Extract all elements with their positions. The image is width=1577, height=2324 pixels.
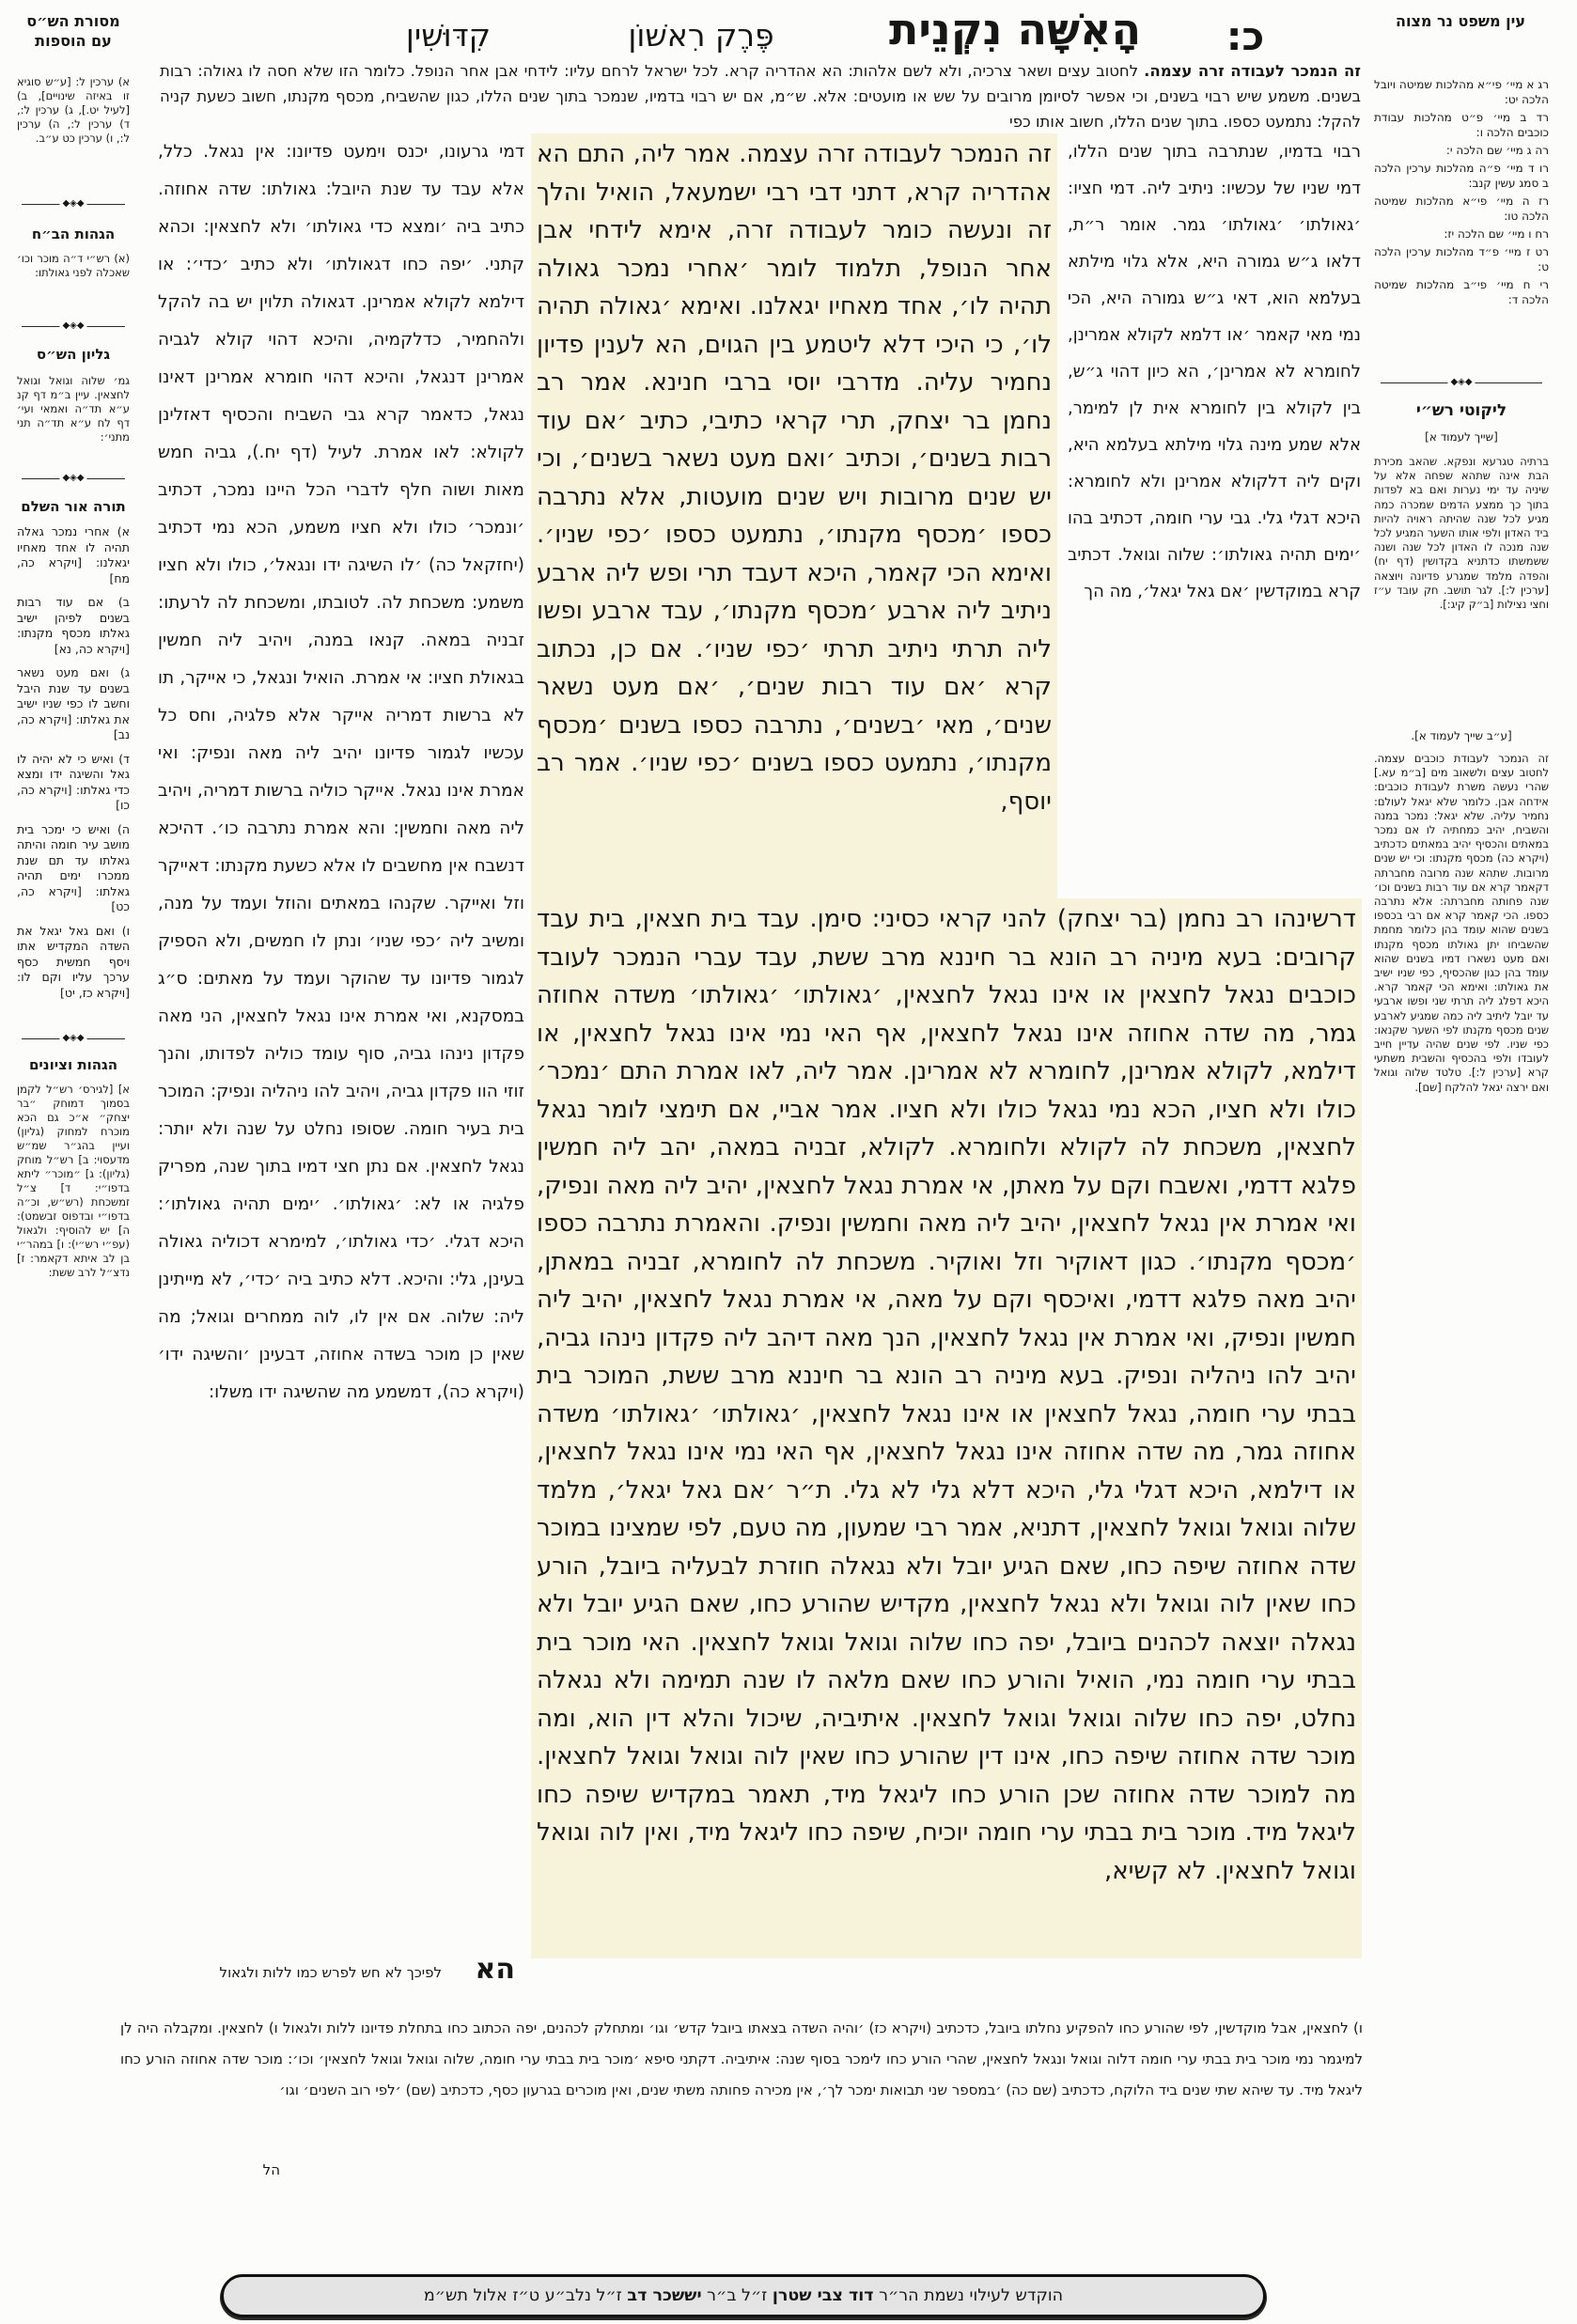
likutei-rashi-title: ליקוטי רש״י	[1415, 402, 1507, 420]
ein-mishpat-entry: רו ד מיי׳ פ״ה מהלכות ערכין הלכה ב סמג עשין קנב:	[1374, 162, 1549, 190]
dedication-name: יששכר דב	[627, 2286, 702, 2305]
daf-number: כ:	[1226, 13, 1265, 59]
torah-or-verse: ה) ואיש כי ימכר בית מושב עיר חומה והיתה גאלתו עד תם שנת ממכרו ימים תהיה גאלתו: [ויקרא כה, כט]	[17, 821, 130, 913]
ein-mishpat-entry: רי ח מיי׳ פי״ב מהלכות שמיטה הלכה ד:	[1374, 278, 1549, 306]
bottom-tail-fragment: לפיכך לא חש לפרש כמו ללות ולגאול	[219, 1964, 442, 1981]
hagahot-bach-body: (א) רש״י ד״ה מוכר וכו׳ שאכלה לפני גאולתו:	[17, 252, 130, 279]
dedication-text: ז״ל ב״ר	[701, 2286, 773, 2305]
bottom-tail-word: הל	[262, 2161, 280, 2178]
torah-or-verse: א) אחרי נמכר גאלה תהיה לו אחד מאחיו יגאלנו: [ויקרא כה, מח]	[17, 524, 130, 585]
ein-mishpat-entry: רד ב מיי׳ פ״ט מהלכות עבודת כוכבים הלכה ו:	[1374, 111, 1549, 139]
rashi-column: דמי גרעונו, יכנס וימעט פדיונו: אין נגאל. כלל, אלא עבד עד שנת היובל: גאולתו: שדה אחוזה. כתיב ביה ׳ומצא כדי גאולתו׳ ולא לחצאין: וכהא קתני. ׳יפה כחו דגאולתו׳ ולא כתיב ׳כדי׳: או דילמא לקולא אמרינן. דגאולה תלוין יש בה להקל ולהחמיר, כדלקמיה, והיכא דהוי קולא לגביה אמרינן דנגאל, והיכא דהוי חומרא אמרינן דאינו נגאל, כדאמר קרא גבי השביח והכסיף דאזלינן לקולא: לאו אמרת. לעיל (דף יח.), גביה חמש מאות ושוה חלף לדברי הכל היינו נמכר, דכתיב ׳ונמכר׳ כולו ולא חציו משמע, הכא נמי דכתיב (יחזקאל כה) ׳לו השיגה ידו ונגאל׳, כולו ולא חציו משמע: משכחת לה. לטובתו, ומשכחת לה לרעתו: זבניה במאה. קנאו במנה, ויהיב ליה חמשין בגאולת חציו: אי אמרת. הואיל ונגאל, כי אייקר, תו לא ברשות דמריה אייקר אלא פלגיה, וחס כל עכשיו לגמור פדיונו יהיב ליה מאה ונפיק: ואי אמרת אינו נגאל. אייקר כוליה ברשות דמריה, ויהיב ליה מאה וחמשין: והא אמרת נתרבה כו׳. דהיכא דנשבח אין מחשבים לו אלא כשעת מקנתו: דאייקר וזל ואייקר. שקנהו במאתים והוזל ועמד על מנה, ומשיב ליה ׳כפי שניו׳ ונתן לו חמשים, ולא הספיק לגמור פדיונו עד שהוקר ועמד על מאתים: ס״ג במסקנא, ואי אמרת אינו נגאל לחצאין, הני מאה פקדון נינהו גביה, סוף עומד כוליה לפדותו, והנך זוזי הוו פקדון גביה, ויהיב להו ניהליה ונפיק: המוכר בית בעיר חומה. שסופו נחלט על שנה ולא יותר: נגאל לחצאין. אם נתן חצי דמיו בתוך שנה, מפריק פלגיה או לא: ׳גאולתו׳. ׳ימים תהיה גאולתו׳: היכא דגלי. ׳כדי גאולתו׳, למימרא דכוליה גאולה בעינן, גלי: והיכא. דלא כתיב ביה ׳כדי׳, לא מייתינן ליה: שלוה. אם אין לו, לוה ממחרים וגואל; מה שאין כן מוכר בשדה אחוזה, דבעינן ׳והשיגה ידו׳ (ויקרא כה), דמשמע מה שהשיגה ידו משלו:	[158, 142, 524, 1402]
ornament-divider	[17, 1032, 130, 1045]
dedication-name: דוד צבי שטרן	[772, 2286, 874, 2305]
chapter-title: הָאִשָּׁה נִקְנֵית	[888, 4, 1142, 55]
ornament-divider	[1374, 376, 1549, 389]
gemara-catchword: הא	[475, 1953, 515, 1986]
fleuron-icon: ◆◈◆	[59, 472, 86, 485]
ornament-divider	[17, 197, 130, 211]
ornament-divider	[17, 320, 130, 333]
gilyon-body: גמ׳ שלוה וגואל וגואל לחצאין. עיין ב״מ דף קנ ע״א תד״ה ואמאי ועי׳ דף לח ע״א תד״ה תני מתני׳:	[17, 374, 130, 444]
ornament-divider	[17, 472, 130, 485]
tziyunim-body: א] [לגירס׳ רש״ל לקמן בסמוך דמוחק ״בר יצחק״ א״כ גם הכא מוכרח למחוק (גליון) ועיין בהג״ר שמ״ש מדעסוי: ב] רש״ל מוחק (גליון): ג] ״מוכר״ ליתא בדפו״י: ד] צ״ל זמשכחת (רש״ש, וכ״ה בדפו״י ובדפוס זבשמט): ה] יש להוסיף: ולגאול (עפ״י רש״י): ו] במהר״י בן לב איתא דקאמר: ז] נדצ״ל לרב ששת:	[17, 1083, 130, 1279]
torah-or-verse: ו) ואם גאל יגאל את השדה המקדיש אתו ויסף חמשית כסף ערכך עליו וקם לו: [ויקרא כז, יט]	[17, 923, 130, 1000]
fleuron-icon: ◆◈◆	[1447, 376, 1475, 389]
ein-mishpat-entry: רז ה מיי׳ פי״א מהלכות שמיטה הלכה טו:	[1374, 195, 1549, 223]
torah-or-verse: ד) ואיש כי לא יהיה לו גאל והשיגה ידו ומצא כדי גאלתו: [ויקרא כה, כו]	[17, 751, 130, 812]
fleuron-icon: ◆◈◆	[59, 197, 86, 211]
bottom-commentary-block: ו) לחצאין, אבל מוקדשין, לפי שהורע כחו להפקיע נחלתו ביובל, כדכתיב (ויקרא כז) ׳והיה השדה בצאתו ביובל קדש׳ וגו׳ ומתחלק לכהנים, יפה הכתוב כחו בתחלת פדיונו ללות ולגאול ו) לחצאין. ומקבלה היה לן למיגמר נמי מוכר בית בבתי ערי חומה דלוה וגואל ונגאל לחצאין, שהרי הורע כחו לימכר בסוף שנה: איתיביה. דקתני סיפא ׳מוכר בית בבתי ערי חומה, שלוה וגואל וגואל לחצאין׳ וכו׳: מוכר שדה אחוזה הורע כחו ליגאל מיד. עד שיהא שתי שנים ביד הלוקח, כדכתיב (שם כה) ׳במספר שני תבואות ימכר לך׳, אין מכירה פחותה משתי שנים, ואין מוכרים בגרעון כסף, כדכתיב (שם) ׳לפי רוב השנים׳ וגו׳	[120, 2020, 1363, 2098]
likutei-rashi-note-a: [שייך לעמוד א]	[1425, 430, 1498, 444]
rashi-top-body: לחטוב עצים ושאר צרכיה, ולא לשם אלהות: הא אהדריה קרא. לכל ישראל לרחם עליו: לידחי אבן אחר הנופל. כלומר הזו שלא חסה לו גאולה: רבות בשנים. משמע שיש רבוי בשנים, וכי אפשר לסיומן מרובים על שש או מועטים: אלא. ש״מ, אם יש רבוי בדמיו, שנמכר בתוך שנים הללו, כגון שהשביח, מכסף מקנתו, חשוב כשעת קניה להקל: נתמעט כספו. בתוך שנים הללו, חשוב אותו כפי	[160, 62, 1361, 131]
dedication-text: הוקדש לעילוי נשמת הר״ר	[873, 2286, 1064, 2305]
perek-title: פֶּרֶק רִאשׁוֹן	[628, 17, 774, 54]
likutei-rashi-note-b: [ע״ב שייך לעמוד א].	[1411, 729, 1512, 742]
likutei-rashi-body-a: ברתיה טגרעא ונפקא. שהאב מכירת הבת אינה שתהא שפחה אלא על שיניה עד ימי נערות ואם בא לפדות בתוך כך ממצע הדמים שמכרה כמה מגיע לכל שנה שהיתה ראויה להיות ביד האדון ולפי אותו השער המגיע לכל שנה מנכה לו האדון לכל שנה ושנה ששמשתו כדתניא בקדושין (דף יח) והפדה מלמד שמגרע פדיונה ויוצאה [ערכין ל:]. לגר תושב. חק עובד ע״ז וחצי נצילות [ב״ק קיג:].	[1374, 455, 1549, 612]
gemara-text-wide: דרשינהו רב נחמן (בר יצחק) להני קראי כסיני: סימן. עבד בית חצאין, בית עבד קרובים: בעא מיניה רב הונא בר חיננא מרב ששת, עבד עברי הנמכר לעובד כוכבים נגאל לחצאין או אינו נגאל לחצאין, ׳גאולתו׳ ׳גאולתו׳ משדה אחוזה גמר, מה שדה אחוזה אינו נגאל לחצאין, אף האי נמי אינו נגאל לחצאין, או דילמא, לקולא אמרינן, לחומרא לא אמרינן. אמר ליה, לאו אמרת התם ׳נמכר׳ כולו ולא חציו, הכא נמי נגאל כולו ולא חציו. אמר אביי, אם תימצי לומר נגאל לחצאין, משכחת לה לקולא ולחומרא. לקולא, זבניה במאה, יהב ליה חמשין פלגא דדמי, ואשבח וקם על מאתן, אי אמרת נגאל לחצאין, יהיב ליה מאה ונפיק, ואי אמרת אין נגאל לחצאין, יהיב ליה מאה וחמשין ונפיק. והאמרת נתרבה כספו ׳מכסף מקנתו׳. כגון דאוקיר וזל ואוקיר. משכחת לה לחומרא, זבניה במאתן, יהיב מאה פלגא דדמי, ואיכסף וקם על מאה, אי אמרת נגאל לחצאין, יהיב ליה חמשין ונפיק, ואי אמרת אין נגאל לחצאין, הנך מאה דיהב ליה פקדון נינהו גביה, יהיב להו ניהליה ונפיק. בעא מיניה רב הונא בר חיננא מרב ששת, המוכר בית בבתי ערי חומה, נגאל לחצאין או אינו נגאל לחצאין, ׳גאולתו׳ ׳גאולתו׳ משדה אחוזה גמר, מה שדה אחוזה אינו נגאל לחצאין, אף האי נמי אינו נגאל לחצאין, או דילמא, היכא דגלי גלי, היכא דלא גלי לא גלי. ת״ר ׳אם גאל יגאל׳, מלמד שלוה וגואל וגואל לחצאין, דתניא, אמר רבי שמעון, מה טעם, לפי שמצינו במוכר שדה אחוזה שיפה כחו, שאם הגיע יובל ולא נגאלה חוזרת לבעליה ביובל, הורע כחו שאין לוה וגואל ולא נגאל לחצאין, מקדיש שהורע כחו, שאם הגיע יובל ולא נגאלה יוצאה לכהנים ביובל, יפה כחו שלוה וגואל וגואל לחצאין. האי מוכר בית בבתי ערי חומה נמי, הואיל והורע כחו שאם מלאה לו שנה תמימה ולא נגאלה נחלט, יפה כחו שלוה וגואל וגואל לחצאין. איתיביה, שיכול והלא דין הוא, ומה מוכר שדה אחוזה שיפה כחו, אינו דין שהורע כחו שאין לוה וגואל וגואל לחצאין. מה למוכר שדה אחוזה שכן הורע כחו ליגאל מיד, תאמר במקדיש שיפה כחו ליגאל מיד. מוכר בית בבתי ערי חומה יוכיח, שיפה כחו ליגאל מיד, ואין לוה וגואל וגואל לחצאין. לא קשיא,	[531, 898, 1362, 1958]
ein-mishpat-entry: רח ו מיי׳ שם הלכה יז:	[1444, 227, 1549, 241]
masoret-notes: א) ערכין ל: [ע״ש סוגיא זו באיזה שינויים], ב) [לעיל יט.], ג) ערכין ל:, ד) ערכין ל:, ה) ערכין ל:, ו) ערכין כט ע״ב.	[17, 75, 130, 145]
ein-mishpat-entry: רג א מיי׳ פי״א מהלכות שמיטה ויובל הלכה יט:	[1374, 78, 1549, 106]
torah-or-verse: ב) אם עוד רבות בשנים לפיהן ישיב גאלתו מכסף מקנתו: [ויקרא כה, נא]	[17, 595, 130, 656]
torah-or-verse: ג) ואם מעט נשאר בשנים עד שנת היבל וחשב לו כפי שניו ישיב את גאלתו: [ויקרא כה, נב]	[17, 665, 130, 741]
fleuron-icon: ◆◈◆	[59, 320, 86, 333]
likutei-rashi-body-b: זה הנמכר לעבודת כוכבים עצמה. לחטוב עצים ולשאוב מים [ב״מ עא.] שהרי נעשה משרת לעבודת כוכבים: אידחה אבן. כלומר שלא יגאל לעולם: נחמיר עליה. שלא יגאל: נמכר במנה והשביח, יהיב כמחתיה לו אם נמכר במאתים והכסיף יהיב במאתים כדכתיב (ויקרא כה) מכסף מקנתו: וכי יש שנים מרובות. שתהא שנה מרובה מחברתה דקאמר קרא אם עוד רבות בשנים וכו׳ שנה פחותה מחברתה: אלא נתרבה כספו. הכי קאמר קרא אם רבי בכספו בשנים שהוא עומד בהן כלומר מחמת שהשביחו יתן גאולתו מכסף מקנתו ואם מעט נשארו דמיו בשנים שהוא עומד בהן כגון שהכסיף, כפי שניו ישיב את גאולתו: ואימא הכי קאמר קרא. היכא דפלג ליה תרתי שני ופשו ארבעי עד יובל ליתיב ליה כמה שמגיע לארבע שנים מכסף מקנתו לפי השער שקנאו: כפי שניו. לפי שנים שהיה עדיין חייב לעובדו ולפי בהכסיף והשבית משתעי קרא [ערכין ל:]. טלטד שלוה וגואל ואם ירצה יגאל להלקח [שם].	[1374, 752, 1549, 1094]
ein-mishpat-title: עין משפט נר מצוה	[1395, 12, 1526, 30]
torah-or-verses	[17, 524, 130, 1022]
masoret-title: מסורת הש״ס עם הוספות	[26, 12, 120, 50]
dedication-bar	[221, 2274, 1266, 2317]
gemara-text-narrow: זה הנמכר לעבודה זרה עצמה. אמר ליה, התם הא אהדריה קרא, דתני דבי רבי ישמעאל, הואיל והלך זה ונעשה כומר לעבודה זרה, אימא לידחי אבן אחר הנופל, תלמוד לומר ׳אחרי נמכר גאולה תהיה לו׳, אחד מאחיו יגאלנו. ואימא ׳גאולה תהיה לו׳, כי היכי דלא ליטמע בין הגוים, הא לענין פדיון נחמיר עליה. מדרבי יוסי ברבי חנינא. אמר רב נחמן בר יצחק, תרי קראי כתיבי, כתיב ׳אם עוד רבות בשנים׳, וכתיב ׳ואם מעט נשאר בשנים׳, וכי יש שנים מרובות ויש שנים מועטות, אלא נתרבה כספו ׳מכסף מקנתו׳, נתמעט כספו ׳כפי שניו׳. ואימא הכי קאמר, היכא דעבד תרי ופש ליה ארבע ניתיב ליה ארבע ׳מכסף מקנתו׳, עבד ארבע ופשו ליה תרתי ניתיב תרתי ׳כפי שניו׳. אם כן, נכתוב קרא ׳אם עוד רבות שנים׳, ׳אם מעט נשאר שנים׳, מאי ׳בשנים׳, נתרבה כספו בשנים ׳מכסף מקנתו׳, נתמעט כספו בשנים ׳כפי שניו׳. אמר רב יוסף,	[531, 133, 1057, 898]
ein-mishpat-entry: רט ז מיי׳ פ״ד מהלכות ערכין הלכה ט:	[1374, 245, 1549, 273]
rashi-top-lead: זה הנמכר לעבודה זרה עצמה.	[1144, 62, 1361, 80]
ein-mishpat-entry: רה ג מיי׳ שם הלכה י:	[1445, 144, 1549, 157]
ein-mishpat-entries	[1374, 77, 1549, 372]
hagahot-bach-title: הגהות הב״ח	[31, 226, 116, 242]
dedication-text: ז״ל נלב״ע ט״ז אלול תש״מ	[423, 2286, 628, 2305]
masechet-title: קִדּוּשִׁין	[405, 17, 492, 54]
gilyon-title: גליון הש״ס	[36, 346, 111, 363]
torah-or-title: תורה אור השלם	[21, 498, 126, 515]
tziyunim-title: הגהות וציונים	[28, 1056, 118, 1073]
tosafot-column: רבוי בדמיו, שנתרבה בתוך שנים הללו, דמי שניו של עכשיו: ניתיב ליה. דמי חציו: ׳גאולתו׳ ׳גאולתו׳ גמר. אומר ר״ת, דלאו ג״ש גמורה היא, אלא גלוי מילתא בעלמא הוא, דאי ג״ש גמורה היא, הכי נמי מאי קאמר ׳או דלמא לקולא אמרינן, לחומרא לא אמרינן׳, הא כיון דהוי ג״ש, בין לקולא בין לחומרא אית לן למימר, אלא שמע מינה גלוי מילתא בעלמא היא, וקים ליה דלקולא אמרינן ולא לחומרא: היכא דגלי גלי. גבי ערי חומה, דכתיב בהו ׳ימים תהיה גאולתו׳: שלוה וגואל. דכתיב קרא במוקדשין ׳אם גאל יגאל׳, מה הך	[1068, 142, 1361, 601]
fleuron-icon: ◆◈◆	[59, 1032, 86, 1045]
